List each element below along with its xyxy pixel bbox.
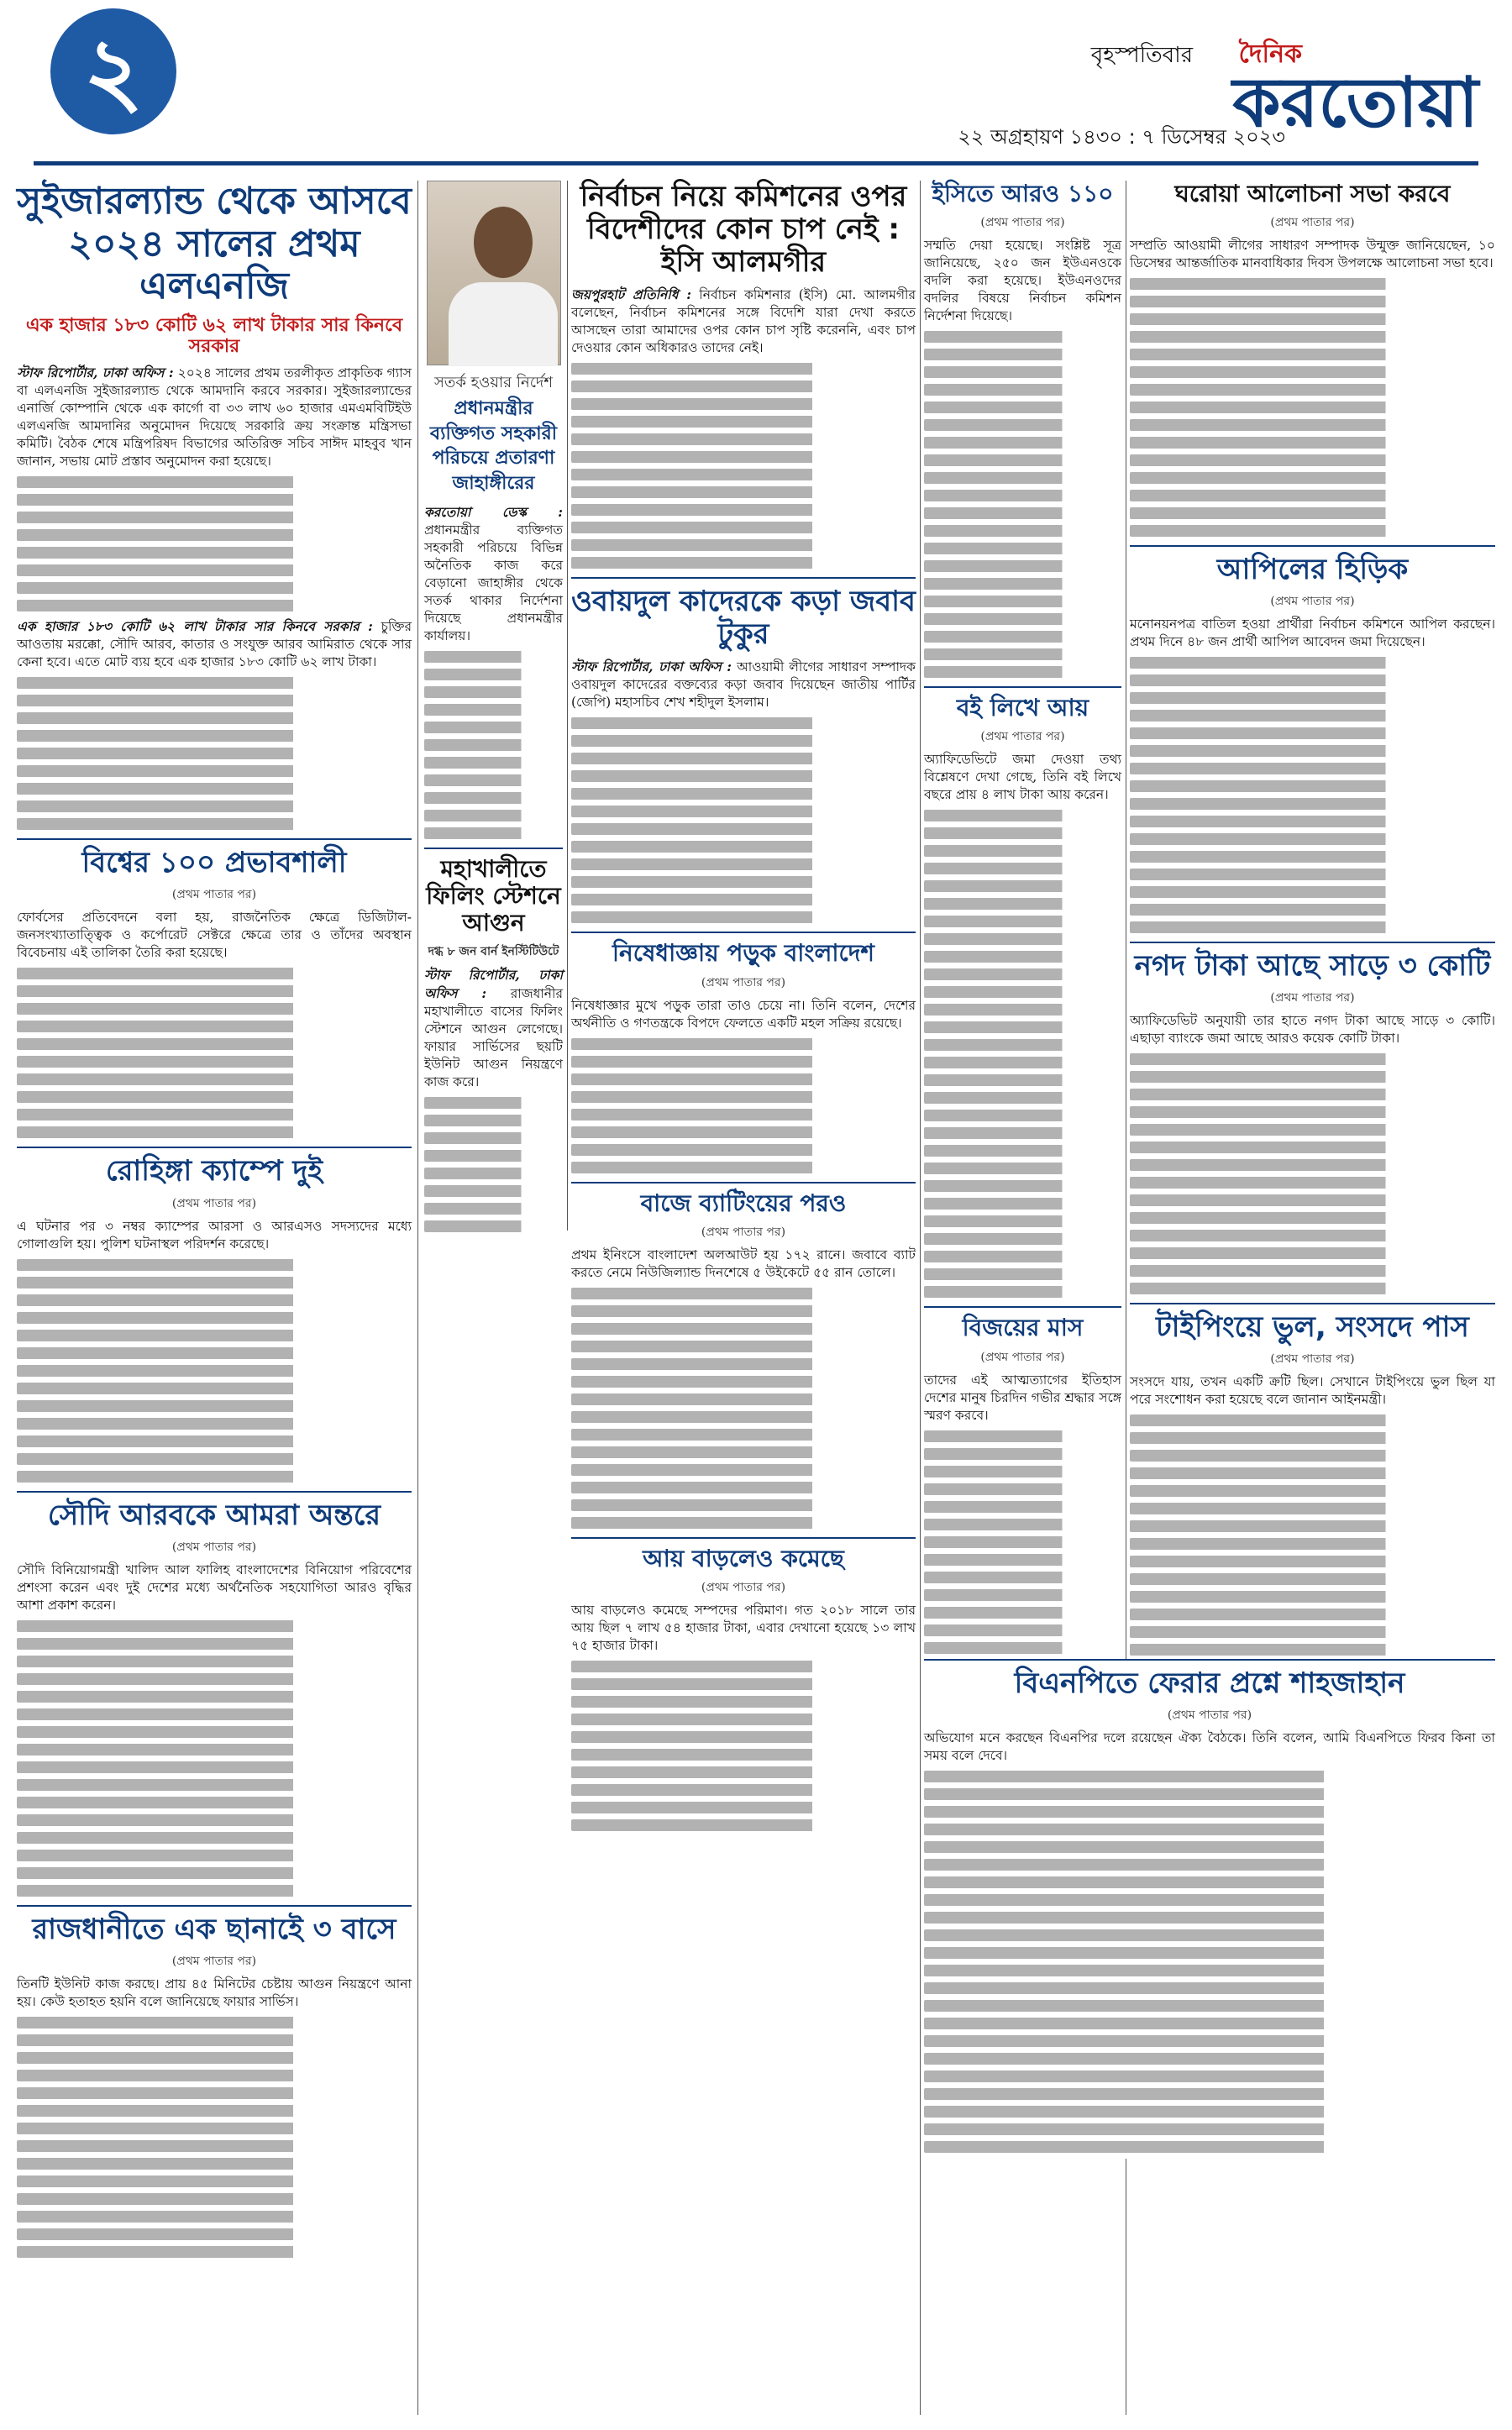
article-body: অ্যাফিডেভিটে জমা দেওয়া তথ্য বিশ্লেষণে দেখা গেছে, তিনি বই লিখে বছরে প্রায় ৪ লাখ টাকা আয় করেন।: [924, 752, 1121, 803]
continuation-note: (প্রথম পাতার পর): [171, 1954, 257, 1968]
masthead-rule: [34, 161, 1478, 165]
masthead: [34, 0, 1478, 168]
continuation-note: (প্রথম পাতার পর): [1270, 1352, 1355, 1367]
continuation-note: (প্রথম পাতার পর): [1167, 1708, 1252, 1723]
article-body: এ ঘটনার পর ৩ নম্বর ক্যাম্পের আরসা ও আরএসও সদস্যদের মধ্যে গোলাগুলি হয়। পুলিশ ঘটনাস্থল পরিদর্শন করেছে।: [17, 1218, 412, 1252]
day-label: বৃহস্পতিবার: [1090, 43, 1193, 68]
article-body: তিনটি ইউনিট কাজ করছে। প্রায় ৪৫ মিনিটের চেষ্টায় আগুন নিয়ন্ত্রণে আনা হয়। কেউ হতাহত হয়নি বলে জানিয়েছে ফায়ার সার্ভিস।: [17, 1976, 412, 2009]
column-divider: [567, 181, 568, 1231]
article-headline: ইসিতে আরও ১১০: [932, 180, 1114, 207]
article-body: প্রথম ইনিংসে বাংলাদেশ অলআউট হয় ১৭২ রানে। জবাবে ব্যাট করতে নেমে নিউজিল্যান্ড দিনশেষে ৫ উইকেটে ৫৫ রান তোলে।: [571, 1246, 916, 1280]
article-headline: বিএনপিতে ফেরার প্রশ্নে শাহজাহান: [924, 1659, 1495, 1700]
article-body: অভিযোগ মনে করছেন বিএনপির দলে রয়েছেন ঐক্য বৈঠকে। তিনি বলেন, আমি বিএনপিতে ফিরব কিনা তা সময় বলে দেবে।: [924, 1730, 1495, 1764]
column-1: [17, 181, 412, 2264]
dateline: ২২ অগ্রহায়ণ ১৪৩০ : ৭ ডিসেম্বর ২০২৩: [958, 125, 1285, 149]
continuation-note: (প্রথম পাতার পর): [171, 1540, 257, 1554]
article-headline: ওবায়দুল কাদেরকে কড়া জবাব টুকুর: [571, 585, 916, 652]
article-body: নির্বাচন কমিশনার (ইসি) মো. আলমগীর বলেছেন, নির্বাচন কমিশনের সঙ্গে বিদেশি যারা দেখা করতে আসছেন তারা আমাদের ওপর কোন চাপ সৃষ্টি করেননি, এবং চাপ দেওয়ার কোন অধিকারও তাদের নেই।: [571, 287, 916, 356]
article-headline: সৌদি আরবকে আমরা অন্তরে: [47, 1498, 381, 1532]
article-body: তাদের এই আত্মত্যাগের ইতিহাস দেশের মানুষ চিরদিন গভীর শ্রদ্ধার সঙ্গে স্মরণ করবে।: [924, 1372, 1121, 1423]
newspaper-logo: করতোয়া: [1232, 63, 1478, 143]
article-headline: রাজধানীতে এক ছানাইে ৩ বাসে: [32, 1912, 396, 1946]
article-headline: ঘরোয়া আলোচনা সভা করবে: [1174, 180, 1451, 207]
column-3: [571, 181, 916, 1837]
article-body: অ্যাফিডেভিট অনুযায়ী তার হাতে নগদ টাকা আছে সাড়ে ৩ কোটি। এছাড়া ব্যাংকে জমা আছে আরও কয়েক কোটি টাকা।: [1130, 1013, 1495, 1047]
kicker: সতর্ক হওয়ার নির্দেশ: [433, 374, 554, 391]
article-body: আয় বাড়লেও কমেছে সম্পদের পরিমাণ। গত ২০১৮ সালে তার আয় ছিল ৭ লাখ ৫৪ হাজার টাকা, এবার দেখানো হয়েছে ১৩ লাখ ৭৫ হাজার টাকা।: [571, 1603, 916, 1654]
lead-headline: সুইজারল্যান্ড থেকে আসবে ২০২৪ সালের প্রথম এলএনজি: [17, 180, 412, 308]
lead-headline: নির্বাচন নিয়ে কমিশনের ওপর বিদেশীদের কোন চাপ নেই : ইসি আলমগীর: [580, 180, 907, 280]
article-body: রাজধানীর মহাখালীতে বাসের ফিলিং স্টেশনে আগুন লেগেছে। ফায়ার সার্ভিসের ছয়টি ইউনিট আগুন নিয়ন্ত্রণে কাজ করে।: [424, 986, 563, 1090]
article-headline: প্রধানমন্ত্রীর ব্যক্তিগত সহকারী পরিচয়ে প্রতারণা জাহাঙ্গীরের: [429, 397, 558, 495]
article-headline: মহাখালীতে ফিলিং স্টেশনে আগুন: [426, 854, 561, 937]
article-body: প্রধানমন্ত্রীর ব্যক্তিগত সহকারী পরিচয়ে বিভিন্ন অনৈতিক কাজ করে বেড়ানো জাহাঙ্গীর থেকে সতর্ক থাকার নির্দেশনা দিয়েছে প্রধানমন্ত্রীর কার্যালয়।: [424, 522, 563, 643]
article-body: ২০২৪ সালের প্রথম তরলীকৃত প্রাকৃতিক গ্যাস বা এলএনজি সুইজারল্যান্ড থেকে আমদানি করবে সরকার। সুইজারল্যান্ডের এনার্জি কোম্পানি থেকে এক কার্গো বা ৩৩ লাখ ৬০ হাজার এমএমবিটিইউ এলএনজি আমদানির অনুমোদন দিয়েছে সরকারি ক্রয় সংক্রান্ত মন্ত্রিসভা কমিটি। বৈঠক শেষে মন্ত্রিপরিষদ বিভাগের অতিরিক্ত সচিব সাঈদ মাহবুব খান জানান, সভায় মোট প্রস্তাব অনুমোদন করা হয়েছে।: [17, 365, 412, 470]
byline: করতোয়া ডেস্ক :: [424, 503, 563, 520]
continuation-note: (প্রথম পাতার পর): [980, 216, 1065, 230]
continuation-note: (প্রথম পাতার পর): [701, 1581, 786, 1595]
lead-subhead: এক হাজার ১৮৩ কোটি ৬২ লাখ টাকার সার কিনবে সরকার: [25, 314, 403, 358]
article-body: মনোনয়নপত্র বাতিল হওয়া প্রার্থীরা নির্বাচন কমিশনে আপিল করছেন। প্রথম দিনে ৪৮ জন প্রার্থী আপিল আবেদন জমা দিয়েছেন।: [1130, 617, 1495, 650]
article-headline: বাজে ব্যাটিংয়ের পরও: [640, 1189, 847, 1217]
continuation-note: (প্রথম পাতার পর): [171, 888, 257, 902]
article-headline: আপিলের হিড়িক: [1216, 553, 1409, 587]
column-2: [424, 181, 563, 1238]
article-body: সম্প্রতি আওয়ামী লীগের সাধারণ সম্পাদক উন্মুক্ত জানিয়েছেন, ১০ ডিসেম্বর আন্তর্জাতিক মানবাধিকার দিবস উপলক্ষে আলোচনা সভা হবে।: [1130, 238, 1495, 271]
portrait-photo: [427, 181, 561, 365]
continuation-note: (প্রথম পাতার পর): [701, 1225, 786, 1239]
column-5: [1130, 181, 1495, 1679]
logo-small-text: দৈনিক: [1238, 39, 1302, 69]
sub-byline: এক হাজার ১৮৩ কোটি ৬২ লাখ টাকার সার কিনবে সরকার :: [17, 618, 373, 635]
article-headline: বিশ্বের ১০০ প্রভাবশালী: [81, 846, 347, 880]
kicker: দগ্ধ ৮ জন বার্ন ইনস্টিটিউটে: [428, 945, 559, 959]
continuation-note: (প্রথম পাতার পর): [1270, 991, 1355, 1005]
bottom-article: [924, 1659, 1495, 2159]
article-body: সংসদে যায়, তখন একটি ক্রটি ছিল। সেখানে টাইপিংয়ে ভুল ছিল যা পরে সংশোধন করা হয়েছে বলে জানান আইনমন্ত্রী।: [1130, 1374, 1495, 1408]
column-divider: [920, 181, 921, 2415]
continuation-note: (প্রথম পাতার পর): [701, 975, 786, 989]
column-divider: [417, 181, 418, 2415]
byline: স্টাফ রিপোর্টার, ঢাকা অফিস :: [571, 659, 732, 675]
article-body: নিষেধাজ্ঞার মুখে পড়ুক তারা তাও চেয়ে না। তিনি বলেন, দেশের অর্থনীতি ও গণতন্ত্রকে বিপদে ফেলতে একটি মহল সক্রিয় রয়েছে।: [571, 997, 916, 1031]
article-body: ফোর্বসের প্রতিবেদনে বলা হয়, রাজনৈতিক ক্ষেত্রে ডিজিটাল-জনসংখ্যাতাত্ত্বিক ও কর্পোরেট সেক্টরে ক্ষেত্রে তার ও তাঁদের অবস্থান বিবেচনায় এই তালিকা তৈরি করা হয়েছে।: [17, 910, 412, 961]
article-headline: রোহিঙ্গা ক্যাম্পে দুই: [105, 1154, 323, 1189]
continuation-note: (প্রথম পাতার পর): [980, 1350, 1065, 1364]
article-headline: নিষেধাজ্ঞায় পড়ুক বাংলাদেশ: [612, 939, 874, 968]
page-number-badge: ২: [50, 8, 176, 134]
article-body: সৌদি বিনিয়োগমন্ত্রী খালিদ আল ফালিহ বাংলাদেশের বিনিয়োগ পরিবেশের প্রশংসা করেন এবং দুই দেশের মধ্যে অর্থনৈতিক সহযোগিতা আরও বৃদ্ধির আশা প্রকাশ করেন।: [17, 1561, 412, 1613]
byline: জয়পুরহাট প্রতিনিধি :: [571, 286, 691, 303]
article-headline: টাইপিংয়ে ভুল, সংসদে পাস: [1156, 1310, 1469, 1345]
article-body: চুক্তির আওতায় মরক্কো, সৌদি আরব, কাতার ও সংযুক্ত আরব আমিরাত থেকে সার কেনা হবে। এতে মোট ব্যয় হবে এক হাজার ১৮৩ কোটি ৬২ লাখ টাকা।: [17, 619, 412, 670]
continuation-note: (প্রথম পাতার পর): [1270, 216, 1355, 230]
continuation-note: (প্রথম পাতার পর): [980, 730, 1065, 744]
article-headline: বিজয়ের মাস: [962, 1314, 1084, 1342]
byline: স্টাফ রিপোর্টার, ঢাকা অফিস :: [424, 967, 563, 1002]
byline: স্টাফ রিপোর্টার, ঢাকা অফিস :: [17, 365, 174, 381]
continuation-note: (প্রথম পাতার পর): [171, 1196, 257, 1210]
column-4: [924, 181, 1121, 1677]
article-headline: আয় বাড়লেও কমেছে: [643, 1544, 844, 1572]
article-headline: নগদ টাকা আছে সাড়ে ৩ কোটি: [1134, 949, 1491, 984]
article-body: সম্মতি দেয়া হয়েছে। সংশ্লিষ্ট সূত্র জানিয়েছে, ২৫০ জন ইউএনওকে বদলি করা হয়েছে। ইউএনওদের বদলির বিষয়ে নির্বাচন কমিশন নির্দেশনা দিয়েছে।: [924, 238, 1121, 324]
article-headline: বই লিখে আয়: [956, 694, 1089, 722]
continuation-note: (প্রথম পাতার পর): [1270, 595, 1355, 609]
article-body: আওয়ামী লীগের সাধারণ সম্পাদক ওবায়দুল কাদেরের বক্তব্যের কড়া জবাব দিয়েছেন জাতীয় পার্টির (জেপি) মহাসচিব শেখ শহীদুল ইসলাম।: [571, 659, 916, 711]
